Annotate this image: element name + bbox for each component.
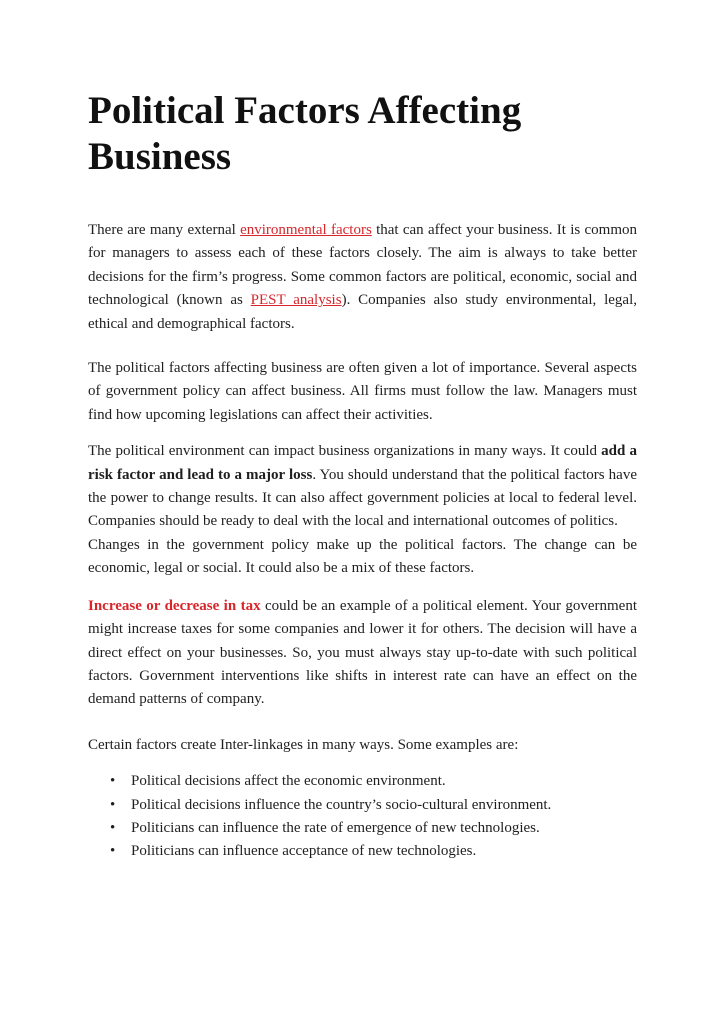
bullet-icon: • [110,843,116,860]
list-item-text: Politicians can influence the rate of emergence of new technologies. [131,819,540,836]
tax-paragraph [88,595,637,712]
bullet-icon: • [110,773,116,790]
political-environment-paragraph [88,440,637,534]
environmental-factors-link[interactable]: environmental factors [240,222,372,238]
bullet-icon: • [110,819,116,836]
political-factors-paragraph: The political factors affecting business are often given a lot of importance. Several aspects of government policy can affect business. All firms must follow the law. Managers must find how upcoming legislations can affect their activities. [88,360,637,423]
risk-factor-emphasis: add a risk factor and lead to a major loss [88,443,637,483]
page-title: Political Factors Affecting Business [88,89,522,178]
list-item [110,794,637,817]
examples-list [88,770,637,864]
environment-text-1: The political environment can impact business organizations in many ways. It could [88,443,602,460]
list-item [110,840,637,863]
list-item-text: Politicians can influence acceptance of new technologies. [131,843,477,860]
list-item-text: Political decisions affect the economic environment. [131,773,446,790]
policy-changes-paragraph: Changes in the government policy make up the political factors. The change can be economic, legal or social. It could also be a mix of these factors. [88,536,637,577]
tax-text: could be an example of a political element. Your government might increase taxes for some companies and lower it for others. The decision will have a direct effect on your businesses. So, you must always stay up-to-date with such political factors. Government interventions like shifts in interest rate can have an effect on the demand patterns of company. [88,597,637,708]
tax-emphasis: Increase or decrease in tax [88,597,261,614]
environment-text-2: . You should understand that the political factors have the power to change results. It can also affect government policies at local to federal level. Companies should be ready to deal with the local and international outcomes of politics. [88,466,637,530]
list-item-text: Political decisions influence the country’s socio-cultural environment. [131,796,552,813]
intro-text-2: that can affect your business. It is common for managers to assess each of these factors closely. The aim is always to take better decisions for the firm’s progress. Some common factors are political, economic, social and technological (known as [88,222,637,309]
inter-linkages-paragraph: Certain factors create Inter-linkages in many ways. Some examples are: [88,736,519,753]
intro-text-1: There are many external [88,222,241,238]
intro-paragraph [88,219,637,336]
document-page [88,88,637,864]
list-item [110,817,637,840]
intro-text-3: ). Companies also study environmental, legal, ethical and demographical factors. [88,292,637,332]
bullet-icon: • [110,796,116,813]
pest-analysis-link[interactable]: PEST analysis [250,292,342,309]
list-item [110,770,637,793]
